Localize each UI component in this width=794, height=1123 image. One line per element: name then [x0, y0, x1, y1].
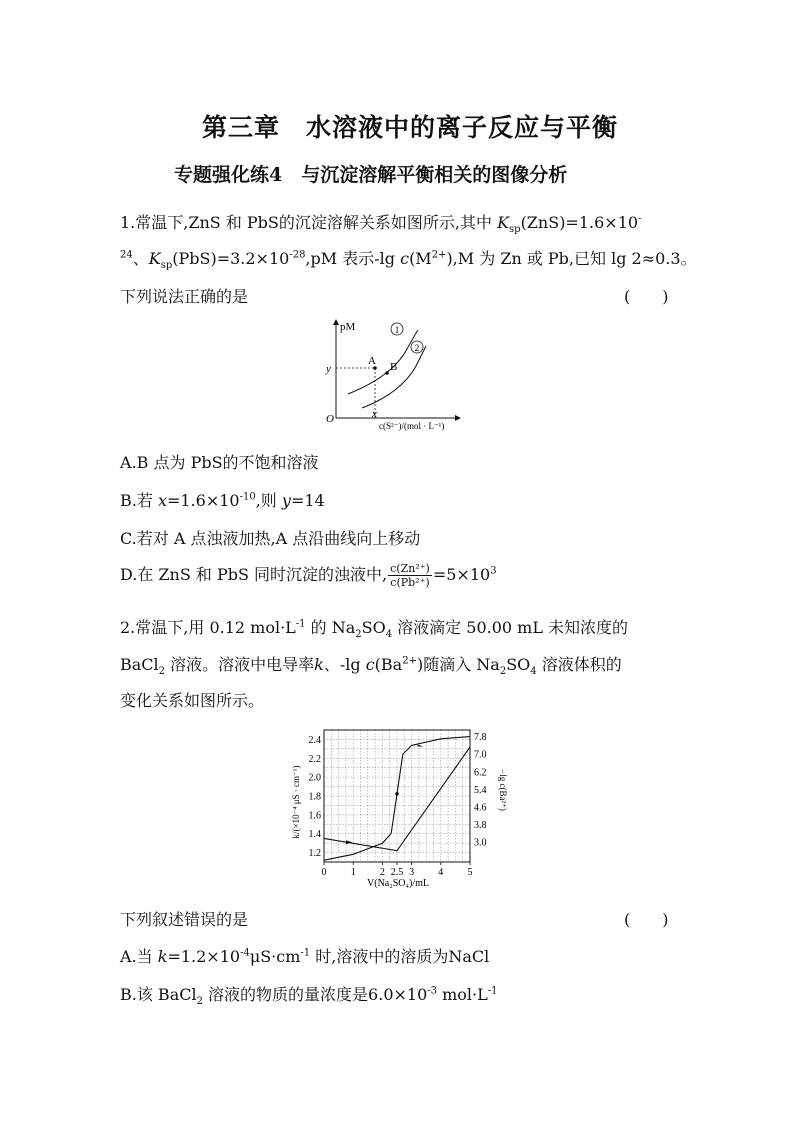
point-b — [385, 371, 389, 375]
q2-line-2: BaCl$_2$ 溶液。溶液中电导率k、-lg $c(Ba^{2+})$随滴入 $Na_2SO_4$ 溶液体积的 — [120, 655, 622, 678]
y-left-tick-label: 2.2 — [308, 753, 321, 765]
q2-chart — [288, 722, 518, 892]
chart-ylabel-right: −lg c(Ba²⁺) — [498, 769, 508, 811]
x-tick-label: 4 — [438, 867, 444, 878]
q1-option-d: D.在 ZnS 和 PbS 同时沉淀的浊液中, $\frac{\text{c(Zn²⁺)}}{\text{c(Pb²⁺)}}$ $=5\times 10^3$ — [120, 562, 497, 589]
q1-line-1: 1.常温下,ZnS 和 PbS的沉淀溶解关系如图所示,其中 $K_{sp}(ZnS)=1.6\times 10^-$ — [120, 213, 642, 236]
x-label: x — [372, 408, 377, 420]
y-right-tick-label: 3.0 — [474, 837, 487, 849]
y-right-tick-label: 6.2 — [474, 767, 487, 779]
chart-xlabel: V(Na₂SO₄)/mL — [367, 878, 429, 889]
origin-label: O — [326, 413, 334, 425]
left-axis-arrow — [346, 840, 352, 844]
curve-1 — [348, 330, 418, 394]
curve-1-label: 1 — [394, 325, 400, 335]
q1-option-b: B.若 $x=1.6\times 10^{-10}$,则 y=14 — [120, 491, 325, 510]
q2-option-b: B.该 BaCl$_2$ 溶液的物质的量浓度是$6.0\times 10^{-3}$ $mol\cdot L^{-1}$ — [120, 985, 498, 1008]
chart-ylabel-left: k/(×10⁻⁴ μS · cm⁻¹) — [291, 765, 301, 839]
exercise-title: 专题强化练4 与沉淀溶解平衡相关的图像分析 — [174, 164, 568, 186]
x-tick-label: 2 — [379, 867, 385, 878]
y-left-tick-label: 2.4 — [308, 734, 321, 746]
q2-line-3: 变化关系如图所示。 — [120, 691, 265, 710]
y-right-tick-label: 3.8 — [474, 820, 487, 832]
curve-2-label: 2 — [414, 343, 420, 353]
point-a-label: A — [368, 355, 376, 367]
concentration-ratio: $\frac{\text{c(Zn²⁺)}}{\text{c(Pb²⁺)}}$ — [390, 562, 430, 589]
q1-pm-label: pM — [340, 321, 356, 333]
y-right-tick-label: 7.0 — [474, 749, 487, 761]
y-left-tick-label: 1.2 — [308, 848, 321, 860]
q2-option-a: A.当 $k=1.2\times 10^{-4}\mu S\cdot cm^{-1}$ 时,溶液中的溶质为NaCl — [120, 947, 490, 966]
q1-xaxis-label: c(S²⁻)/(mol · L⁻¹) — [379, 421, 445, 431]
x-tick-label: 5 — [467, 867, 473, 878]
y-right-tick-label: 4.6 — [474, 802, 487, 814]
right-axis-arrow — [417, 745, 423, 747]
y-left-tick-label: 1.6 — [308, 810, 321, 822]
y-left-tick-label: 2.0 — [308, 772, 321, 784]
q1-answer-bracket: ( ) — [624, 287, 669, 306]
x-tick-label: 0 — [321, 867, 327, 878]
y-right-tick-label: 5.4 — [474, 784, 487, 796]
q2-answer-bracket: ( ) — [624, 910, 669, 929]
q1-line-3: 下列说法正确的是 — [120, 287, 249, 306]
y-label: y — [326, 363, 331, 375]
q2-line-4: 下列叙述错误的是 — [120, 910, 249, 929]
y-left-tick-label: 1.8 — [308, 791, 321, 803]
point-b-label: B — [390, 361, 398, 373]
y-right-tick-label: 7.8 — [474, 732, 487, 744]
q1-line-2: $^{24}$、$K_{sp}(PbS)=3.2\times 10^{-28},pM$ 表示-lg $c(M^{2+}),M$ 为 Zn 或 Pb,已知 lg 2≈0.3。 — [120, 249, 697, 272]
x-tick-label: 1 — [350, 867, 356, 878]
y-left-tick-label: 1.4 — [308, 829, 321, 841]
x-tick-label: 2.5 — [390, 867, 404, 878]
q1-option-c: C.若对 A 点浊液加热,A 点沿曲线向上移动 — [120, 529, 421, 548]
q1-figure — [318, 316, 474, 434]
q2-line-1: 2.常温下,用 0.12 $mol\cdot L^{-1}$ 的 $Na_2SO_4$ 溶液滴定 50.00 mL 未知浓度的 — [120, 618, 629, 641]
chapter-title: 第三章 水溶液中的离子反应与平衡 — [202, 113, 619, 142]
q1-option-a: A.B 点为 PbS的不饱和溶液 — [120, 453, 319, 472]
x-tick-label: 3 — [409, 867, 415, 878]
chart-ticks — [309, 732, 487, 878]
marked-point — [395, 792, 399, 796]
